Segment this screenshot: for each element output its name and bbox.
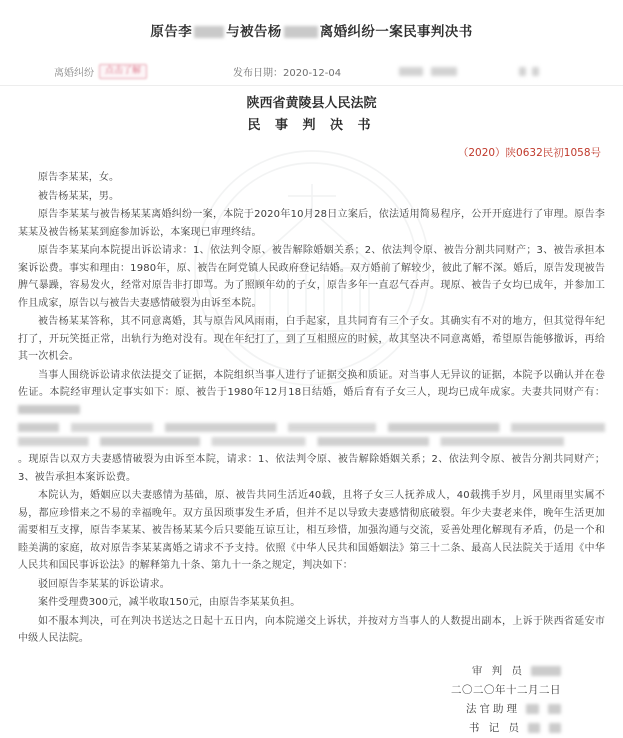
party-plaintiff: 原告李某某，女。 <box>38 172 120 183</box>
paragraph-plaintiff-claim: 原告李某某向本院提出诉讼请求：1、依法判令原、被告解除婚姻关系；2、依法判令原、被告分割共同财产；3、被告承担本案诉讼费。事实和理由：1980年，原、被告在阿党镇人民政府登记结婚。双方婚前了解较少，彼此了解不深。婚后，原告发现被告脾气暴躁，容易发火，经常对原告非打即骂。为了照顾年幼的子女，原告多年一直忍气吞声。现原、被告子女均已成年，并参加工作且成家，原告以与被告夫妻感情破裂为由诉至本院。 <box>18 245 605 309</box>
plaintiff-name-redaction <box>194 26 224 38</box>
party-defendant: 被告杨某某，男。 <box>38 190 120 202</box>
page-title <box>18 0 605 42</box>
paragraph-appeal-notice: 如不服本判决，可在判决书送达之日起十五日内，向本院递交上诉状，并按对方当事人的人数提出副本，上诉于陕西省延安市中级人民法院。 <box>18 615 605 644</box>
signature-assistant-row <box>18 700 561 719</box>
signature-judge-row <box>18 662 561 681</box>
document-type: 民 事 判 决 书 <box>247 118 376 133</box>
meta-redaction-2 <box>431 67 457 76</box>
paragraph-fees: 案件受理费300元，减半收取150元，由原告李某某负担。 <box>38 597 301 608</box>
property-redaction-inline <box>18 405 80 414</box>
evidence-findings-text: 当事人围绕诉讼请求依法提交了证据，本院组织当事人进行了证据交换和质证。对当事人无异议的证据，本院予以确认并在卷佐证。本院经审理认定事实如下：原、被告于1980年12月18日结婚，婚后育有子女三人，现均已成年成家。夫妻共同财产有： <box>18 369 605 398</box>
judge-name-redaction <box>531 666 561 676</box>
court-name: 陕西省黄陵县人民法院 <box>246 96 377 111</box>
paragraph-court-reasoning: 本院认为，婚姻应以夫妻感情为基础，原、被告共同生活近40载，且将子女三人抚养成人，40载携手岁月，风里雨里实属不易，都应珍惜来之不易的幸福晚年。双方虽因琐事发生矛盾，但并不足以导致夫妻感情彻底破裂。年少夫妻老来伴，晚年生活更加需要相互支撑，原告李某某、被告杨某某今后只要能互谅互让，相互珍惜，加强沟通与交流，妥善处理化解现有矛盾，仍是一个和睦美满的家庭，故对原告李某某离婚之请求不予支持。依照《中华人民共和国婚姻法》第三十二条、最高人民法院关于适用《中华人民共和国民事诉讼法》的解释第九十条、第九十一条之规定，判决如下： <box>18 490 605 571</box>
meta-tags-group <box>18 64 233 79</box>
paragraph-ruling: 驳回原告李某某的诉讼请求。 <box>38 578 170 590</box>
document-body <box>18 169 605 648</box>
assistant-name-redaction-1 <box>526 704 539 714</box>
clerk-name-redaction-2 <box>549 723 561 733</box>
title-suffix-text: 离婚纠纷一案民事判决书 <box>319 24 473 40</box>
paragraph-evidence-findings <box>18 367 605 420</box>
clerk-label: 书 记 员 <box>468 721 522 734</box>
meta-redaction-3 <box>519 67 526 76</box>
paragraph-procedure: 原告李某某与被告杨某某离婚纠纷一案，本院于2020年10月28日立案后，依法适用简易程序，公开开庭进行了审理。原告李某某及被告杨某某到庭参加诉讼，本案现已审理终结。 <box>18 209 605 238</box>
case-number: （2020）陕0632民初1058号 <box>457 147 601 159</box>
signature-date: 二〇二〇年十二月二日 <box>451 683 561 696</box>
signature-clerk-row <box>18 719 561 738</box>
meta-redaction-1 <box>399 67 423 76</box>
clerk-name-redaction-1 <box>528 723 540 733</box>
category-tag[interactable]: 离婚纠纷 <box>54 67 94 79</box>
paragraph-defendant-answer: 被告杨某某答称，其不同意离婚，其与原告风风雨雨，白手起家，且共同育有三个子女。其确实有不对的地方，但其觉得年纪打了，开玩笑挺正常，出轨行为绝对没有。现在年纪打了，到了互相照应的时候，故其坚决不同意离婚，希望原告能够撤诉，再给其一次机会。 <box>18 316 605 362</box>
title-middle-text: 与被告杨 <box>226 24 282 40</box>
meta-divider <box>0 85 623 86</box>
judge-label: 审 判 员 <box>471 664 525 677</box>
document-meta-bar <box>18 61 605 81</box>
property-redaction-line-2 <box>18 437 605 446</box>
meta-redaction-4 <box>532 67 539 76</box>
paragraph-claim-restate: 。现原告以双方夫妻感情破裂为由诉至本院，请求：1、依法判令原、被告解除婚姻关系；2、依法判令原、被告分割共同财产；3、被告承担本案诉讼费。 <box>18 454 605 483</box>
title-plaintiff-text: 原告李 <box>150 24 193 40</box>
publish-date: 发布日期：2020-12-04 <box>233 67 342 79</box>
signature-block <box>18 662 605 738</box>
property-redaction-line-1 <box>18 423 605 432</box>
assistant-label: 法官助理 <box>466 702 520 715</box>
assistant-name-redaction-2 <box>548 704 561 714</box>
learn-more-badge[interactable]: 点击了解 <box>99 64 147 79</box>
defendant-name-redaction <box>284 26 318 38</box>
